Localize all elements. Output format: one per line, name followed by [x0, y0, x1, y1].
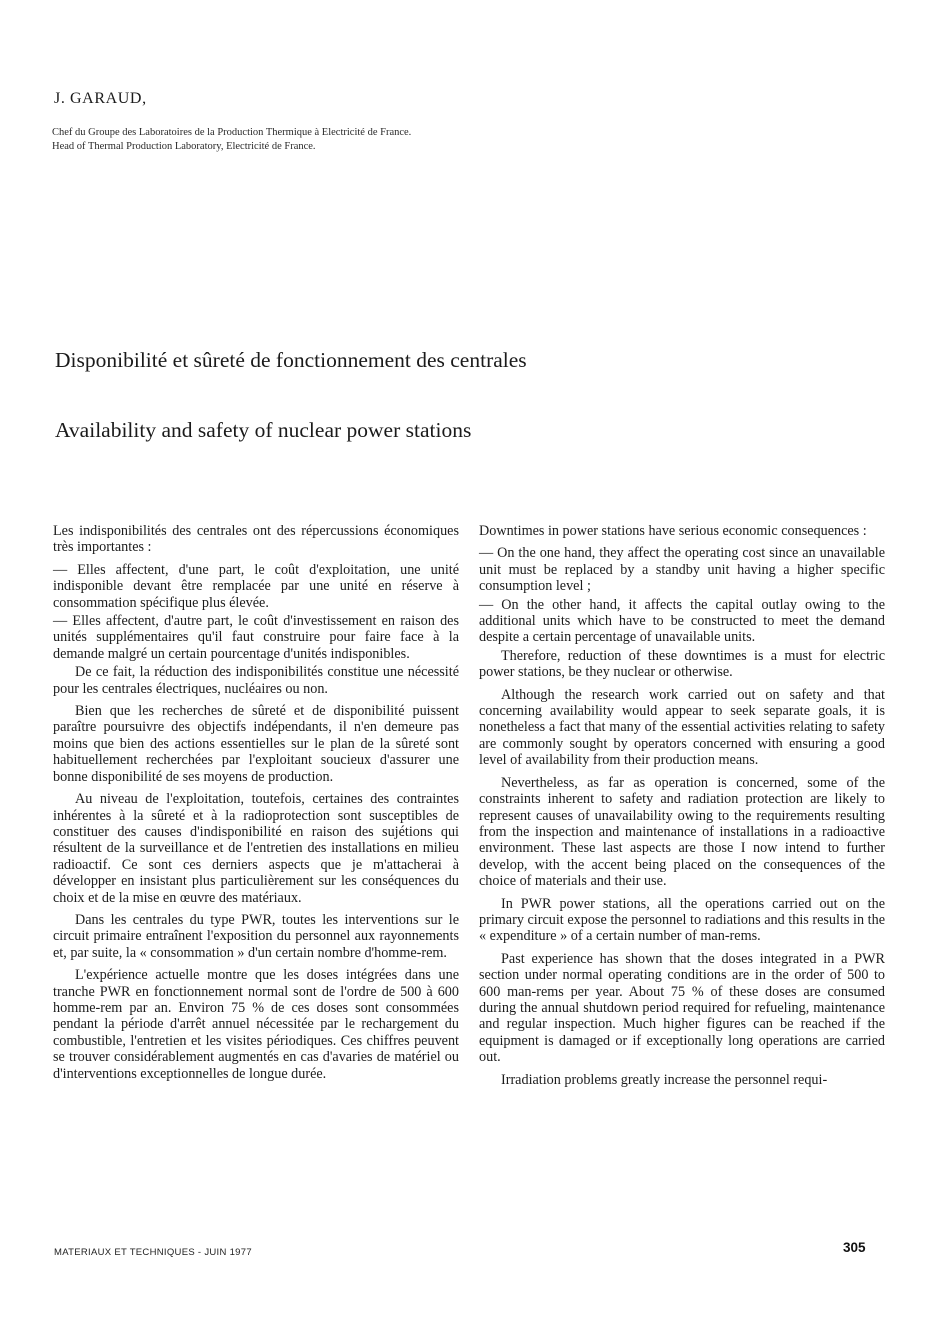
paragraph: Past experience has shown that the doses integrated in a PWR section under normal operating conditions are in the order of 500 to 600 man-rems per year. About 75 % of these doses are consumed during the annual shutdown period required for refueling, maintenance and regular inspection. Much higher figures can be reached if the equipment is damaged or if exceptionally long operations are carried out.	[479, 950, 885, 1066]
title-french: Disponibilité et sûreté de fonctionnement des centrales	[55, 348, 527, 372]
paragraph: L'expérience actuelle montre que les doses intégrées dans une tranche PWR en fonctionnement normal sont de l'ordre de 500 à 600 homme-rem par an. Environ 75 % de ces doses sont consommées pendant la période d'arrêt annuel nécessitée par le rechargement du combustible, l'entretien et les visites périodiques. Ces chiffres peuvent se trouver considérablement augmentés en cas d'avaries de matériel ou d'interventions exceptionnelles de longue durée.	[53, 967, 459, 1082]
paragraph: In PWR power stations, all the operations carried out on the primary circuit expose the personnel to radiations and this results in the « expenditure » of a certain number of man-rems.	[479, 895, 885, 945]
page-number: 305	[843, 1240, 866, 1255]
title-english: Availability and safety of nuclear power stations	[55, 418, 472, 442]
paragraph: Downtimes in power stations have serious economic consequences :	[479, 523, 867, 539]
affiliation-english: Head of Thermal Production Laboratory, Electricité de France.	[52, 141, 316, 152]
paragraph: — On the one hand, they affect the operating cost since an unavailable unit must be replaced by a standby unit having a higher specific consumption level ;	[479, 545, 885, 595]
paragraph: Therefore, reduction of these downtimes is a must for electric power stations, be they nuclear or otherwise.	[479, 647, 885, 681]
affiliation-french: Chef du Groupe des Laboratoires de la Production Thermique à Electricité de France.	[52, 127, 412, 138]
left-column-french	[53, 523, 459, 1088]
paragraph: — On the other hand, it affects the capital outlay owing to the additional units which have to be constructed to meet the demand despite a certain percentage of unavailable units.	[479, 596, 885, 646]
author-affiliation	[52, 126, 411, 154]
author-name: J. GARAUD,	[54, 90, 147, 107]
right-column-english	[479, 523, 885, 1094]
paragraph: Bien que les recherches de sûreté et de disponibilité puissent paraître poursuivre des objectifs indépendants, il n'en demeure pas moins que bien des actions essentielles sur le plan de la sûreté sont habituellement recherchées par l'exploitant soucieux d'assurer une bonne disponibilité de ses moyens de production.	[53, 703, 459, 785]
paragraph: Irradiation problems greatly increase the personnel requi-	[501, 1071, 828, 1088]
paragraph: De ce fait, la réduction des indisponibilités constitue une nécessité pour les centrales électriques, nucléaires ou non.	[53, 664, 459, 697]
journal-footer: MATERIAUX ET TECHNIQUES - JUIN 1977	[54, 1247, 252, 1258]
paragraph: Although the research work carried out on safety and that concerning availability would appear to seek separate goals, it is nonetheless a fact that many of the essential activities relating to safety are commonly sought by operators concerned with ensuring a good level of availability from their production means.	[479, 686, 885, 769]
paragraph: Les indisponibilités des centrales ont des répercussions économiques très importantes :	[53, 523, 459, 556]
paragraph: Dans les centrales du type PWR, toutes les interventions sur le circuit primaire entraînent l'exposition du personnel aux rayonnements et, par suite, la « consommation » d'un certain nombre d'homme-rem.	[53, 911, 459, 961]
paragraph: — Elles affectent, d'autre part, le coût d'investissement en raison des unités supplémentaires qu'il faut construire pour faire face à la demande malgré un certain pourcentage d'unités indisponibles.	[53, 613, 459, 662]
paragraph: — Elles affectent, d'une part, le coût d'exploitation, une unité indisponible devant être remplacée par une unité en réserve à consommation spécifique plus élevée.	[53, 561, 459, 611]
paragraph: Au niveau de l'exploitation, toutefois, certaines des contraintes inhérentes à la sûreté et à la radioprotection sont susceptibles de constituer des causes d'indisponibilité en raison des sujétions qui résultent de la surveillance et de l'entretien des installations en milieu radioactif. Ce sont ces derniers aspects que je m'attacherai à développer en insistant plus particulièrement sur les conséquences du choix et de la mise en œuvre des matériaux.	[53, 791, 459, 906]
paragraph: Nevertheless, as far as operation is concerned, some of the constraints inherent to safety and radiation protection are likely to represent causes of unavailability owing to the requirements resulting from the inspection and maintenance of installations in a radioactive environment. These last aspects are those I now intend to further develop, with the accent being placed on the consequences of the choice of materials and their use.	[479, 774, 885, 890]
